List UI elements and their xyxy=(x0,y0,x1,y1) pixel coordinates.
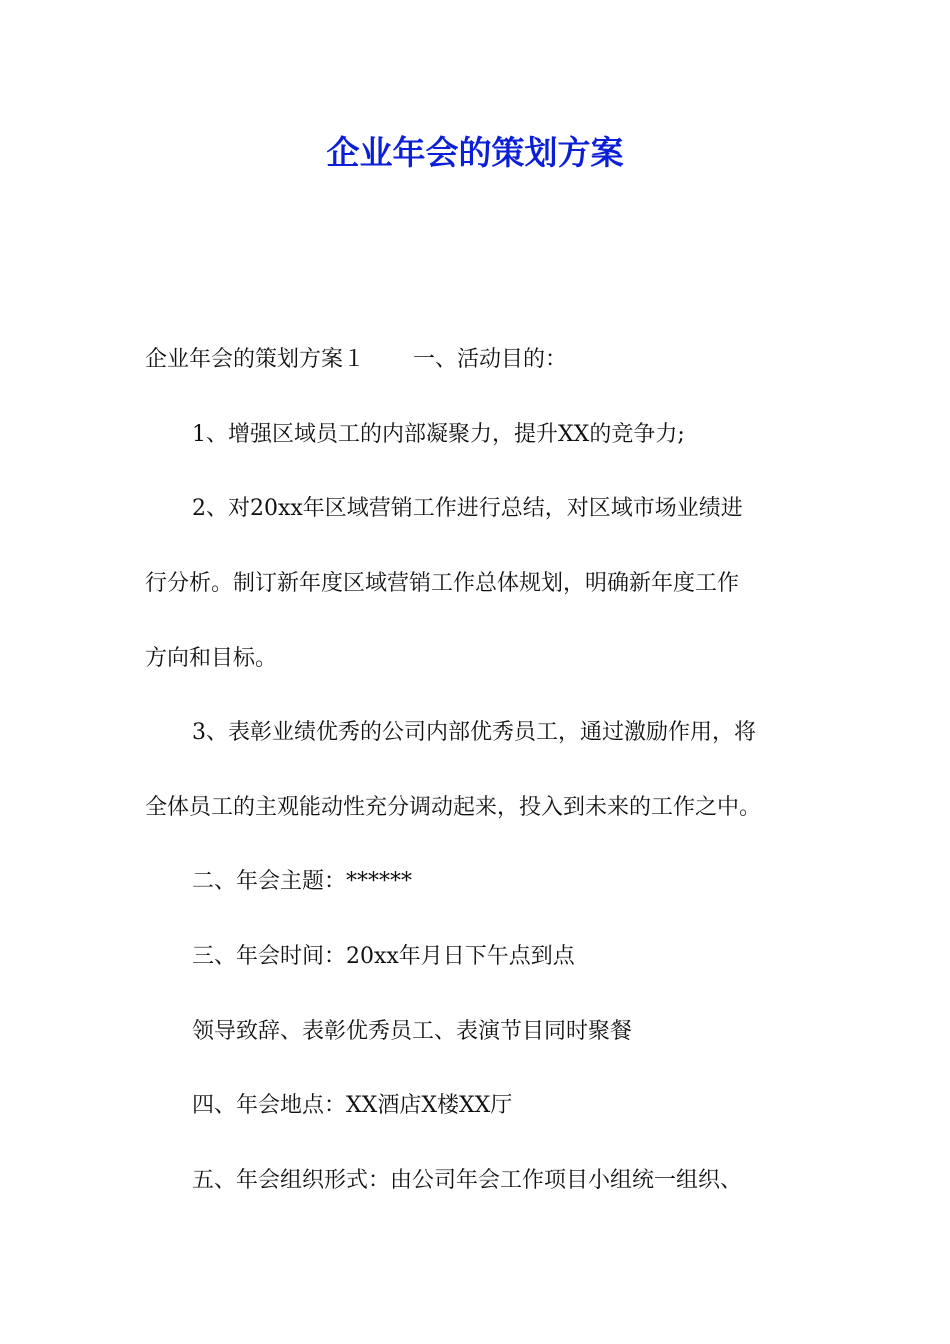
section-3: 三、年会时间：20xx年月日下午点到点 xyxy=(192,944,575,969)
item-3-line-2: 全体员工的主观能动性充分调动起来，投入到未来的工作之中。 xyxy=(145,795,762,820)
item-1: 1、增强区域员工的内部凝聚力，提升XX的竞争力; xyxy=(192,422,685,447)
document-title: 企业年会的策划方案 xyxy=(326,133,624,172)
item-2-line-2: 行分析。制订新年度区域营销工作总体规划，明确新年度工作 xyxy=(145,571,740,596)
document-subtitle: 企业年会的策划方案１ xyxy=(145,347,366,372)
section-5: 五、年会组织形式：由公司年会工作项目小组统一组织、 xyxy=(192,1168,743,1193)
item-2-line-3: 方向和目标。 xyxy=(145,646,278,671)
section-4: 四、年会地点：XX酒店X楼XX厅 xyxy=(192,1093,513,1118)
section-3-detail: 领导致辞、表彰优秀员工、表演节目同时聚餐 xyxy=(192,1019,633,1044)
section1-heading: 一、活动目的： xyxy=(413,347,568,372)
intro-line xyxy=(145,342,567,378)
item-2-line-1: 2、对20xx年区域营销工作进行总结，对区域市场业绩进 xyxy=(192,496,743,521)
section-2: 二、年会主题：****** xyxy=(192,869,413,894)
item-3-line-1: 3、表彰业绩优秀的公司内部优秀员工，通过激励作用，将 xyxy=(192,720,756,745)
